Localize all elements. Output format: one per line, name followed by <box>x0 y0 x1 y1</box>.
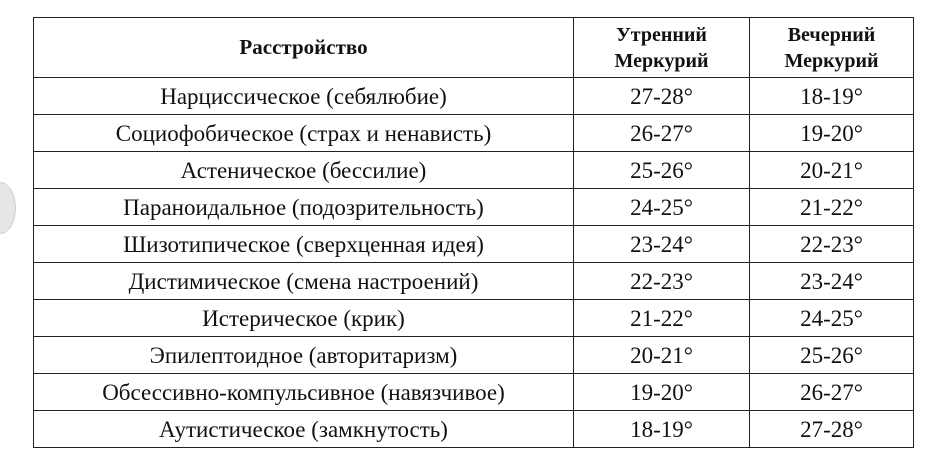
cell-morning: 19-20° <box>574 374 750 411</box>
cell-disorder: Дистимическое (смена настроений) <box>34 263 574 300</box>
cell-morning: 20-21° <box>574 337 750 374</box>
cell-evening: 19-20° <box>750 115 914 152</box>
cell-evening: 20-21° <box>750 152 914 189</box>
cell-morning: 27-28° <box>574 78 750 115</box>
cell-evening: 25-26° <box>750 337 914 374</box>
cell-evening: 26-27° <box>750 374 914 411</box>
header-morning-mercury <box>574 18 750 78</box>
cell-morning: 18-19° <box>574 411 750 448</box>
table-row <box>34 300 914 337</box>
cell-morning: 21-22° <box>574 300 750 337</box>
cell-disorder: Обсессивно-компульсивное (навязчивое) <box>34 374 574 411</box>
table-row <box>34 152 914 189</box>
table-row <box>34 374 914 411</box>
cell-disorder: Нарциссическое (себялюбие) <box>34 78 574 115</box>
cell-morning: 25-26° <box>574 152 750 189</box>
table-row <box>34 226 914 263</box>
cell-morning: 23-24° <box>574 226 750 263</box>
cell-disorder: Шизотипическое (сверхценная идея) <box>34 226 574 263</box>
cell-disorder: Истерическое (крик) <box>34 300 574 337</box>
table-row <box>34 411 914 448</box>
cell-morning: 22-23° <box>574 263 750 300</box>
table-row <box>34 78 914 115</box>
header-evening-line1: Вечерний <box>787 23 876 46</box>
floating-circle-button[interactable] <box>0 182 16 234</box>
header-morning-line1: Утренний <box>616 23 707 46</box>
cell-evening: 24-25° <box>750 300 914 337</box>
cell-disorder: Астеническое (бессилие) <box>34 152 574 189</box>
cell-evening: 22-23° <box>750 226 914 263</box>
header-disorder: Расстройство <box>34 18 574 78</box>
cell-disorder: Эпилептоидное (авторитаризм) <box>34 337 574 374</box>
table-row <box>34 337 914 374</box>
cell-evening: 27-28° <box>750 411 914 448</box>
disorders-table <box>33 17 914 448</box>
cell-disorder: Аутистическое (замкнутость) <box>34 411 574 448</box>
header-evening-line2: Меркурий <box>784 49 879 72</box>
cell-morning: 26-27° <box>574 115 750 152</box>
cell-evening: 18-19° <box>750 78 914 115</box>
header-morning-line2: Меркурий <box>614 49 709 72</box>
table-row <box>34 189 914 226</box>
cell-evening: 23-24° <box>750 263 914 300</box>
table-header-row <box>34 18 914 78</box>
cell-morning: 24-25° <box>574 189 750 226</box>
table-row <box>34 263 914 300</box>
table-row <box>34 115 914 152</box>
header-evening-mercury <box>750 18 914 78</box>
cell-evening: 21-22° <box>750 189 914 226</box>
cell-disorder: Социофобическое (страх и ненависть) <box>34 115 574 152</box>
cell-disorder: Параноидальное (подозрительность) <box>34 189 574 226</box>
